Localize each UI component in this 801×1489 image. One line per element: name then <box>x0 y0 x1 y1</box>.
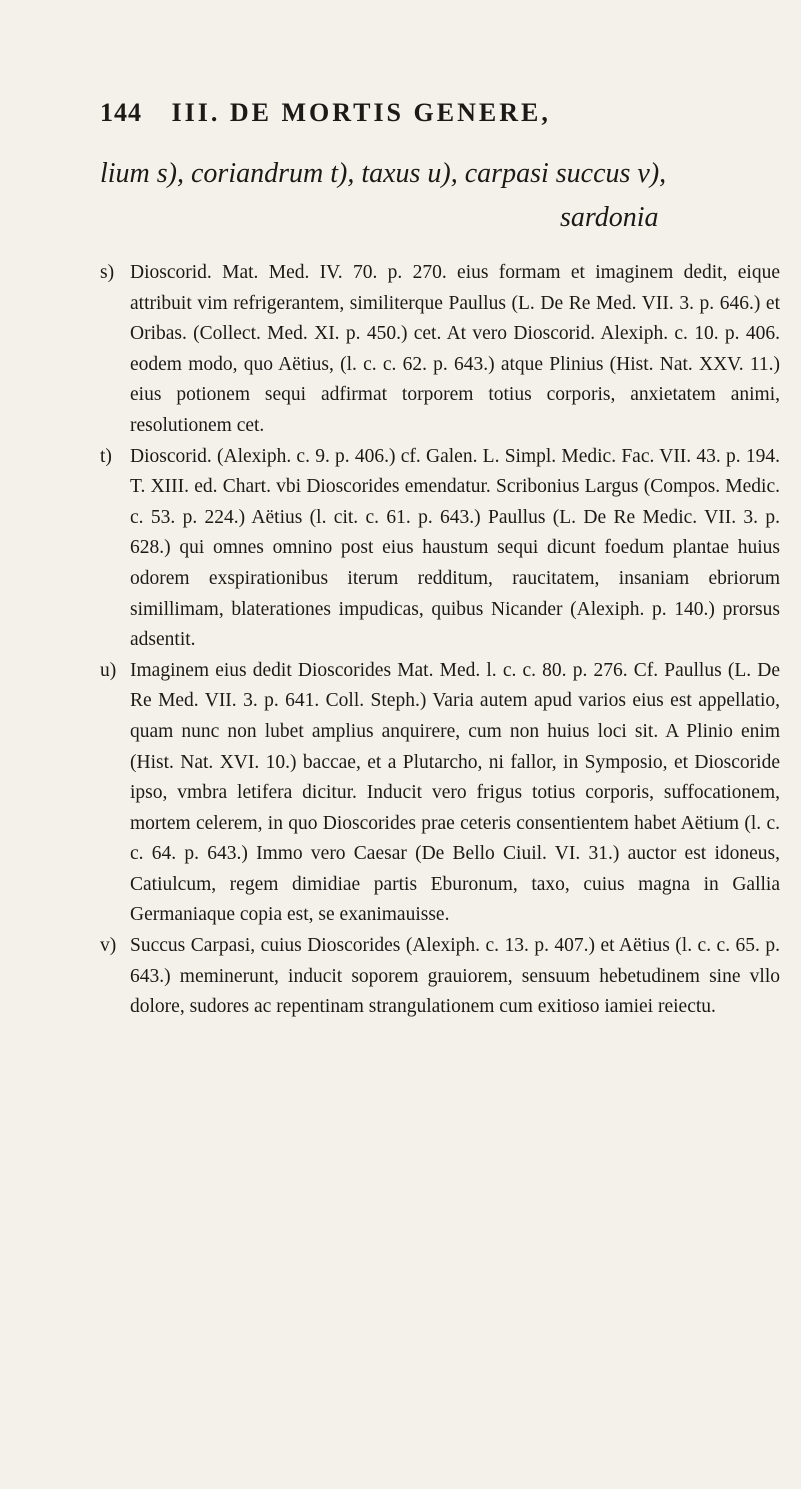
running-head <box>100 98 700 128</box>
footnote-mark: t) <box>100 445 112 467</box>
footnote-mark: s) <box>100 262 115 283</box>
body-line-1: lium s), coriandrum t), taxus u), carpasi succus v), <box>100 158 667 189</box>
footnote-mark: u) <box>100 659 117 681</box>
footnote-v <box>100 931 780 1023</box>
page-number: 144 <box>100 98 142 127</box>
chapter-title: III. DE MORTIS GENERE, <box>171 98 551 127</box>
footnotes <box>100 258 780 1023</box>
footnote-text: Dioscorid. Mat. Med. IV. 70. p. 270. eius formam et imaginem dedit, eique attribuit vim refrigerantem, similiterque Paullus (L. De Re Med. VII. 3. p. 646.) et Oribas. (Collect. Med. XI. p. 450.) cet. At vero Dioscorid. Alexiph. c. 10. p. 406. eodem modo, quo Aëtius, (l. c. c. 62. p. 643.) atque Plinius (Hist. Nat. XXV. 11.) eius potionem sequi adfirmat torporem totius corporis, anxietatem animi, resolutionem cet. <box>130 262 780 436</box>
body-line-2: sardonia <box>560 202 659 233</box>
footnote-s <box>100 258 780 442</box>
footnote-u <box>100 656 780 931</box>
footnote-mark: v) <box>100 935 117 957</box>
footnote-text: Dioscorid. (Alexiph. c. 9. p. 406.) cf. Galen. L. Simpl. Medic. Fac. VII. 43. p. 194. T. XIII. ed. Chart. vbi Dioscorides emendatur. Scribonius Largus (Compos. Medic. c. 53. p. 224.) Aëtius (l. cit. c. 61. p. 643.) Paullus (L. De Re Medic. VII. 3. p. 628.) qui omnes omnino post eius haustum sequi dicunt foedum plantae huius odorem exspirationibus iterum redditum, raucitatem, insaniam ebriorum simillimam, blaterationes impudicas, quibus Nicander (Alexiph. p. 140.) prorsus adsentit. <box>130 445 780 651</box>
footnote-text: Succus Carpasi, cuius Dioscorides (Alexiph. c. 13. p. 407.) et Aëtius (l. c. c. 65. p. 643.) meminerunt, inducit soporem grauiorem, sensuum hebetudinem sine vllo dolore, sudores ac repentinam strangulationem cum exitioso iamiei reiectu. <box>130 935 780 1018</box>
footnote-t <box>100 442 780 656</box>
footnote-text: Imaginem eius dedit Dioscorides Mat. Med. l. c. c. 80. p. 276. Cf. Paullus (L. De Re Med. VII. 3. p. 641. Coll. Steph.) Varia autem apud varios eius est appellatio, quam nunc non lubet amplius anquirere, cum non huius loci sit. A Plinio enim (Hist. Nat. XVI. 10.) baccae, et a Plutarcho, ni fallor, in Symposio, et Dioscoride ipso, vmbra letifera dicitur. Inducit vero frigus totius corporis, suffocationem, mortem celerem, in quo Dioscorides prae ceteris consentientem habet Aëtium (l. c. c. 64. p. 643.) Immo vero Caesar (De Bello Ciuil. VI. 31.) auctor est idoneus, Catiulcum, regem dimidiae partis Eburonum, taxo, cuius magna in Gallia Germaniaque copia est, se exanimauisse. <box>130 659 780 926</box>
